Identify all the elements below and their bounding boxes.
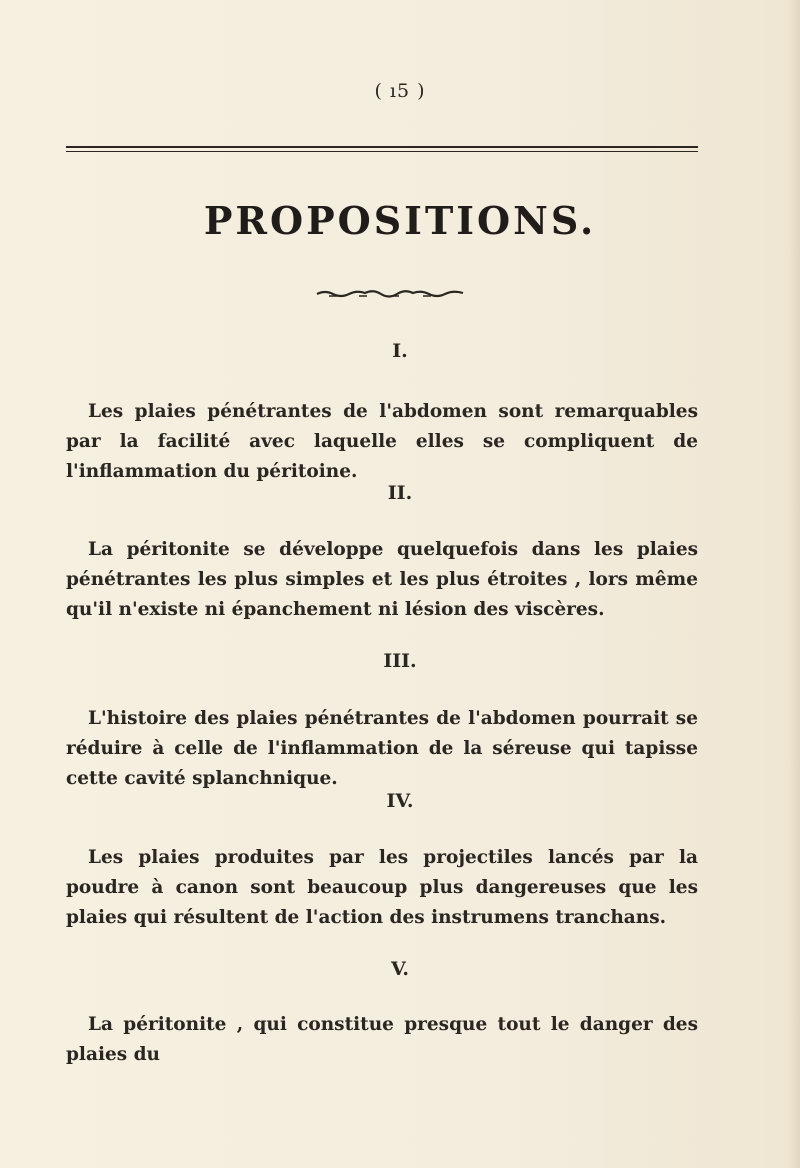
proposition-4-numeral: IV. (386, 790, 414, 812)
proposition-3-numeral: III. (383, 650, 417, 672)
proposition-4-text: Les plaies produites par les projectiles lancés par la poudre à canon sont beaucoup plus dangereuses que les plaies qui résultent de l'action des instrumens tranchans. (66, 847, 698, 928)
proposition-2-text: La péritonite se développe quelquefois dans les plaies pénétrantes les plus simples et les plus étroites , lors même qu'il n'existe ni épanchement ni lésion des viscères. (66, 539, 698, 620)
rule-thin (66, 151, 698, 152)
page-title: PROPOSITIONS. (203, 198, 597, 243)
proposition-5-numeral: V. (390, 958, 410, 980)
ornament-divider (315, 285, 465, 301)
rule-thick (66, 146, 698, 148)
page-number: ( ı5 ) (374, 80, 426, 102)
proposition-1-text: Les plaies pénétrantes de l'abdomen sont remarquables par la facilité avec laquelle elles se compliquent de l'inflammation du péritoine. (66, 401, 698, 482)
proposition-3-text: L'histoire des plaies pénétrantes de l'abdomen pourrait se réduire à celle de l'inflammation de la séreuse qui tapisse cette cavité splanchnique. (66, 708, 698, 789)
page-edge-shadow (788, 0, 800, 1168)
proposition-5-text: La péritonite , qui constitue presque tout le danger des plaies du (66, 1014, 698, 1065)
proposition-1-numeral: I. (392, 340, 408, 362)
header-double-rule (66, 146, 698, 155)
proposition-2-numeral: II. (387, 482, 413, 504)
